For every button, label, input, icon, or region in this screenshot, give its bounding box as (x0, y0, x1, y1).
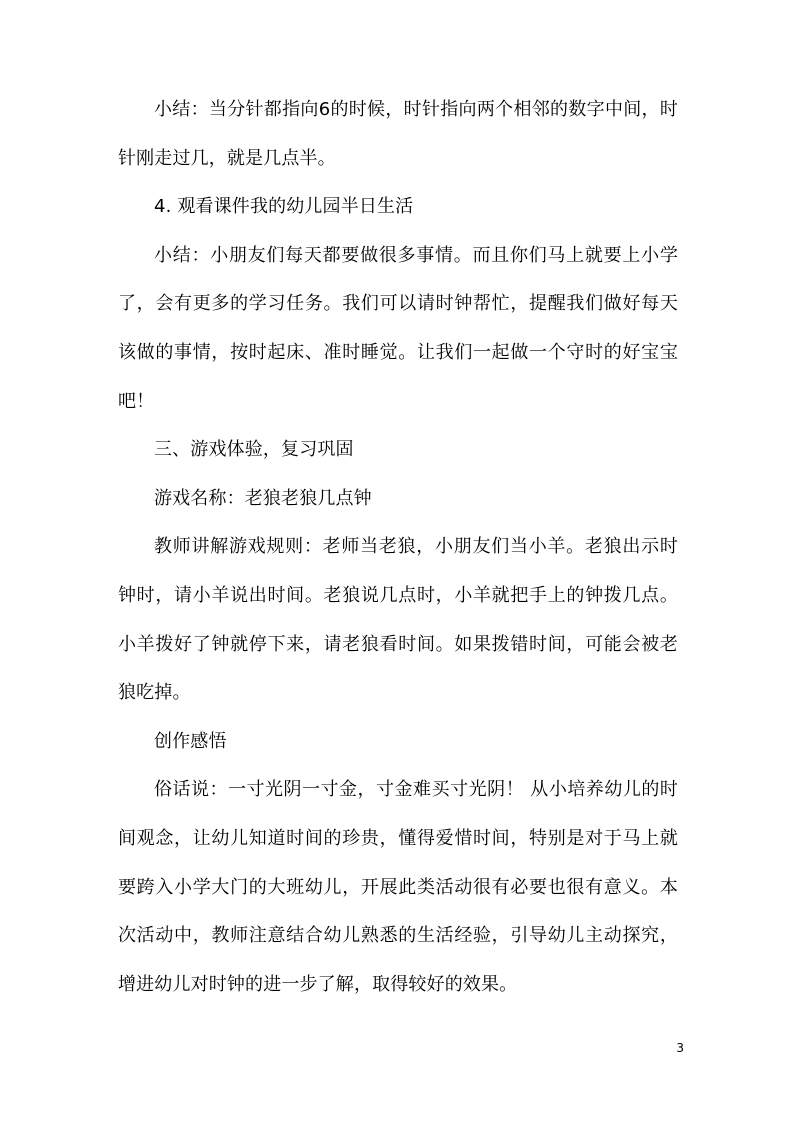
document-body (118, 86, 678, 1009)
paragraph-summary-half-hour: 小结：当分针都指向6的时候，时针指向两个相邻的数字中间，时针刚走过几，就是几点半。 (118, 99, 678, 169)
paragraph-summary-daily-life: 小结：小朋友们每天都要做很多事情。而且你们马上就要上小学了，会有更多的学习任务。我们可以请时钟帮忙，提醒我们做好每天该做的事情，按时起床、准时睡觉。让我们一起做一个守时的好宝宝吧！ (118, 244, 678, 412)
paragraph-courseware-title: 4. 观看课件我的幼儿园半日生活 (154, 196, 414, 218)
paragraph-game-rules: 教师讲解游戏规则：老师当老狼，小朋友们当小羊。老狼出示时钟时，请小羊说出时间。老狼说几点时，小羊就把手上的钟拨几点。小羊拨好了钟就停下来，请老狼看时间。如果拨错时间，可能会被老狼吃掉。 (118, 536, 678, 704)
paragraph-reflection: 俗话说：一寸光阴一寸金，寸金难买寸光阴！ 从小培养幼儿的时间观念，让幼儿知道时间的珍贵，懂得爱惜时间，特别是对于马上就要跨入小学大门的大班幼儿，开展此类活动很有必要也很有意义。本次活动中，教师注意结合幼儿熟悉的生活经验，引导幼儿主动探究，增进幼儿对时钟的进一步了解，取得较好的效果。 (118, 779, 678, 995)
section-heading-game-experience: 三、游戏体验，复习巩固 (154, 439, 354, 461)
paragraph-game-name: 游戏名称：老狼老狼几点钟 (154, 487, 372, 509)
page-number: 3 (676, 1041, 684, 1055)
section-heading-reflection: 创作感悟 (154, 730, 227, 752)
